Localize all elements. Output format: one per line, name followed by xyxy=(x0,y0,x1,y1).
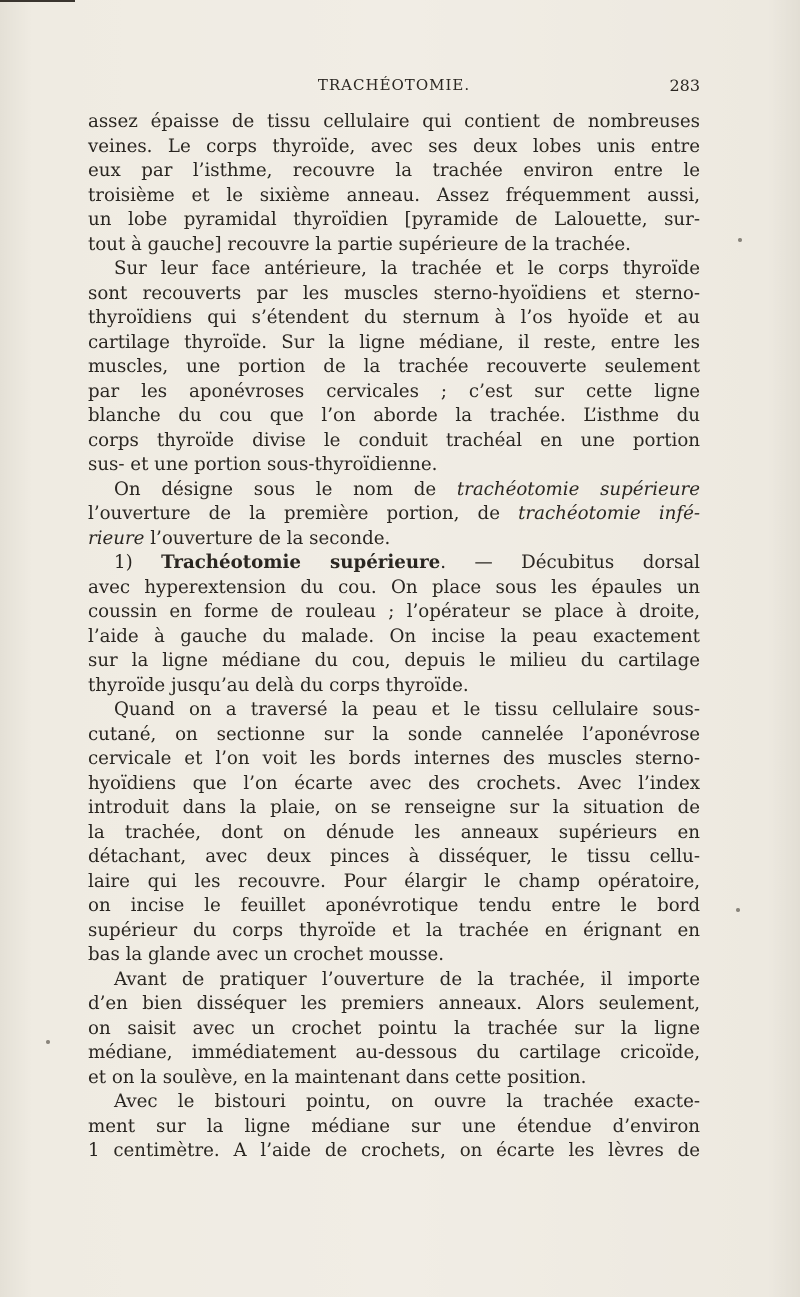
text-run: On désigne sous le nom de xyxy=(114,478,457,500)
margin-speck xyxy=(736,908,740,912)
text-line: sus- et une portion sous-thyroïdienne. xyxy=(88,454,438,475)
margin-speck xyxy=(738,238,742,242)
text-line: Quand on a traversé la peau et le tissu cellulaire sous- xyxy=(114,699,700,720)
text-line: tout à gauche] recouvre la partie supérieure de la trachée. xyxy=(88,233,631,255)
text-line xyxy=(88,478,700,503)
text-line: blanche du cou que l’on aborde la trachée. L’isthme du xyxy=(88,405,700,426)
text-line: 1 centimètre. A l’aide de crochets, on écarte les lèvres de xyxy=(88,1140,700,1161)
text-line: Sur leur face antérieure, la trachée et le corps thyroïde xyxy=(114,258,700,279)
text-line: introduit dans la plaie, on se renseigne sur la situation de xyxy=(88,797,700,818)
text-line: un lobe pyramidal thyroïdien [pyramide de Lalouette, sur- xyxy=(88,209,700,230)
text-line: avec hyperextension du cou. On place sous les épaules un xyxy=(88,576,700,598)
text-line: thyroïdiens qui s’étendent du sternum à l’os hyoïde et au xyxy=(88,307,700,328)
italic-term: rieure xyxy=(88,527,145,549)
text-line: cartilage thyroïde. Sur la ligne médiane, il reste, entre les xyxy=(88,331,700,353)
text-line: bas la glande avec un crochet mousse. xyxy=(88,944,445,965)
text-line: détachant, avec deux pinces à disséquer, le tissu cellu- xyxy=(88,846,700,867)
text-line: eux par l’isthme, recouvre la trachée environ entre le xyxy=(88,160,700,181)
margin-speck xyxy=(46,1040,50,1044)
text-line: cutané, on sectionne sur la sonde cannelée l’aponévrose xyxy=(88,723,700,745)
text-line: Avant de pratiquer l’ouverture de la trachée, il importe xyxy=(114,968,700,990)
body-text xyxy=(88,110,700,1164)
text-line: corps thyroïde divise le conduit trachéal en une portion xyxy=(88,429,700,451)
running-head xyxy=(88,76,700,98)
text-line xyxy=(88,527,700,552)
italic-term: trachéotomie supérieure xyxy=(456,478,700,500)
text-line: d’en bien disséquer les premiers anneaux. Alors seulement, xyxy=(88,993,700,1014)
text-line: la trachée, dont on dénude les anneaux supérieurs en xyxy=(88,821,700,843)
text-line: coussin en forme de rouleau ; l’opérateur se place à droite, xyxy=(88,601,700,622)
text-line: laire qui les recouvre. Pour élargir le champ opératoire, xyxy=(88,870,700,892)
text-line: sur la ligne médiane du cou, depuis le milieu du cartilage xyxy=(88,650,700,671)
text-line: on incise le feuillet aponévrotique tendu entre le bord xyxy=(88,895,700,916)
text-line: thyroïde jusqu’au delà du corps thyroïde. xyxy=(88,674,469,696)
text-line: Avec le bistouri pointu, on ouvre la trachée exacte- xyxy=(114,1091,700,1112)
text-line: hyoïdiens que l’on écarte avec des crochets. Avec l’index xyxy=(88,772,700,794)
text-line: l’aide à gauche du malade. On incise la peau exactement xyxy=(88,625,700,647)
text-line: cervicale et l’on voit les bords internes des muscles sterno- xyxy=(88,748,700,769)
text-line: veines. Le corps thyroïde, avec ses deux lobes unis entre xyxy=(88,135,700,157)
text-line: médiane, immédiatement au-dessous du cartilage cricoïde, xyxy=(88,1042,700,1063)
text-line: ment sur la ligne médiane sur une étendue d’environ xyxy=(88,1115,700,1137)
section-heading: Trachéotomie supérieure xyxy=(161,552,441,573)
text-line: on saisit avec un crochet pointu la trachée sur la ligne xyxy=(88,1017,700,1039)
top-rule xyxy=(0,0,75,2)
text-line: et on la soulève, en la maintenant dans cette position. xyxy=(88,1066,587,1088)
section-heading-line xyxy=(88,551,700,576)
page-number: 283 xyxy=(669,76,700,95)
text-run: l’ouverture de la première portion, de xyxy=(88,503,519,524)
text-line: assez épaisse de tissu cellulaire qui contient de nombreuses xyxy=(88,111,700,132)
text-line: par les aponévroses cervicales ; c’est sur cette ligne xyxy=(88,380,700,402)
running-title: TRACHÉOTOMIE. xyxy=(317,76,471,94)
text-run: l’ouverture de la seconde. xyxy=(144,527,391,549)
text-line xyxy=(88,502,700,527)
italic-term: trachéotomie infé- xyxy=(518,503,700,524)
section-number: 1) xyxy=(114,552,162,573)
text-line: sont recouverts par les muscles sterno-hyoïdiens et sterno- xyxy=(88,282,700,304)
text-line: supérieur du corps thyroïde et la trachée en érignant en xyxy=(88,919,700,941)
text-run: . — Décubitus dorsal xyxy=(440,552,700,573)
text-line: muscles, une portion de la trachée recouverte seulement xyxy=(88,356,700,377)
text-line: troisième et le sixième anneau. Assez fréquemment aussi, xyxy=(88,184,700,206)
